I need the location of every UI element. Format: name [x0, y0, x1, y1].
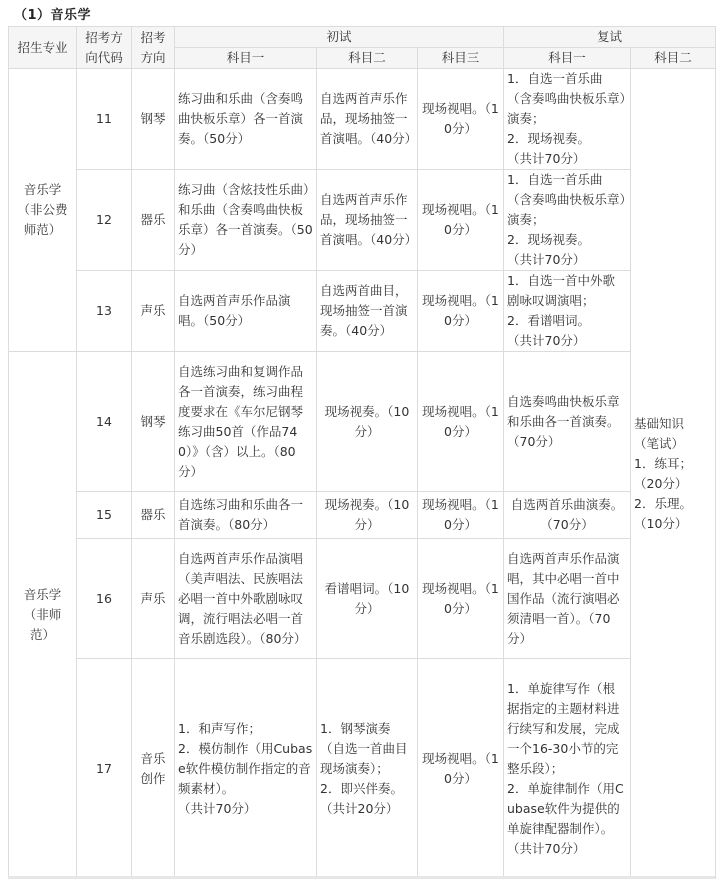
direction-code-cell: 11	[77, 69, 132, 170]
subject-2-cell: 自选两首声乐作品，现场抽签一首演唱。（40分）	[317, 170, 418, 271]
bottom-divider	[8, 876, 715, 879]
header-re-subject-1: 科目一	[504, 48, 631, 69]
subject-2-cell: 现场视奏。（10分）	[317, 492, 418, 539]
re-subject-1-cell: 1．自选一首乐曲（含奏鸣曲快板乐章）演奏； 2．现场视奏。 （共计70分）	[504, 170, 631, 271]
exam-subjects-table	[8, 26, 716, 879]
subject-3-cell: 现场视唱。（10分）	[418, 492, 504, 539]
table-row	[9, 69, 716, 170]
table-row	[9, 539, 716, 659]
table-row	[9, 271, 716, 352]
direction-cell: 器乐	[132, 170, 175, 271]
direction-code-cell: 13	[77, 271, 132, 352]
direction-cell: 钢琴	[132, 352, 175, 492]
header-re-subject-2: 科目二	[631, 48, 716, 69]
subject-2-cell: 看谱唱词。（10分）	[317, 539, 418, 659]
header-first-exam: 初试	[175, 27, 504, 48]
header-second-exam: 复试	[504, 27, 716, 48]
re-subject-2-cell: 基础知识 （笔试） 1．练耳； （20分） 2．乐理。 （10分）	[631, 69, 716, 879]
major-cell: 音乐学 （非师 范）	[9, 352, 77, 879]
table-row	[9, 659, 716, 879]
subject-2-cell: 1．钢琴演奏（自选一首曲目现场演奏）； 2．即兴伴奏。 （共计20分）	[317, 659, 418, 879]
subject-2-cell: 自选两首曲目，现场抽签一首演奏。（40分）	[317, 271, 418, 352]
subject-1-cell: 练习曲（含炫技性乐曲）和乐曲（含奏鸣曲快板乐章）各一首演奏。（50分）	[175, 170, 317, 271]
table-row	[9, 170, 716, 271]
re-subject-1-cell: 1．自选一首中外歌剧咏叹调演唱； 2．看谱唱词。 （共计70分）	[504, 271, 631, 352]
subject-1-cell: 自选两首声乐作品演唱（美声唱法、民族唱法必唱一首中外歌剧咏叹调，流行唱法必唱一首音乐剧选段）。（80分）	[175, 539, 317, 659]
header-major: 招生专业	[9, 27, 77, 69]
subject-1-cell: 1．和声写作； 2．模仿制作（用Cubase软件模仿制作指定的音频素材）。 （共计70分）	[175, 659, 317, 879]
table-row	[9, 352, 716, 492]
subject-3-cell: 现场视唱。（10分）	[418, 659, 504, 879]
re-subject-1-cell: 自选奏鸣曲快板乐章和乐曲各一首演奏。（70分）	[504, 352, 631, 492]
subject-1-cell: 自选两首声乐作品演唱。（50分）	[175, 271, 317, 352]
subject-1-cell: 自选练习曲和乐曲各一首演奏。（80分）	[175, 492, 317, 539]
direction-code-cell: 12	[77, 170, 132, 271]
direction-code-cell: 15	[77, 492, 132, 539]
subject-3-cell: 现场视唱。（10分）	[418, 539, 504, 659]
direction-cell: 器乐	[132, 492, 175, 539]
direction-cell: 声乐	[132, 539, 175, 659]
direction-code-cell: 16	[77, 539, 132, 659]
subject-3-cell: 现场视唱。（10分）	[418, 69, 504, 170]
direction-cell: 声乐	[132, 271, 175, 352]
header-subject-1: 科目一	[175, 48, 317, 69]
section-title: （1）音乐学	[14, 8, 92, 23]
header-direction-code: 招考方 向代码	[77, 27, 132, 69]
direction-cell: 钢琴	[132, 69, 175, 170]
subject-3-cell: 现场视唱。（10分）	[418, 352, 504, 492]
subject-1-cell: 练习曲和乐曲（含奏鸣曲快板乐章）各一首演奏。（50分）	[175, 69, 317, 170]
direction-code-cell: 17	[77, 659, 132, 879]
re-subject-1-cell: 自选两首声乐作品演唱，其中必唱一首中国作品（流行演唱必须清唱一首）。（70分）	[504, 539, 631, 659]
header-subject-2: 科目二	[317, 48, 418, 69]
re-subject-1-cell: 自选两首乐曲演奏。（70分）	[504, 492, 631, 539]
re-subject-1-cell: 1．自选一首乐曲（含奏鸣曲快板乐章）演奏； 2．现场视奏。 （共计70分）	[504, 69, 631, 170]
table-row	[9, 492, 716, 539]
header-subject-3: 科目三	[418, 48, 504, 69]
major-cell: 音乐学 （非公费 师范）	[9, 69, 77, 352]
header-direction: 招考 方向	[132, 27, 175, 69]
subject-3-cell: 现场视唱。（10分）	[418, 271, 504, 352]
subject-2-cell: 自选两首声乐作品，现场抽签一首演唱。（40分）	[317, 69, 418, 170]
subject-2-cell: 现场视奏。（10分）	[317, 352, 418, 492]
direction-cell: 音乐 创作	[132, 659, 175, 879]
subject-1-cell: 自选练习曲和复调作品各一首演奏，练习曲程度要求在《车尔尼钢琴练习曲50首（作品740）》（含）以上。（80分）	[175, 352, 317, 492]
re-subject-1-cell: 1．单旋律写作（根据指定的主题材料进行续写和发展，完成一个16-30小节的完整乐段）； 2．单旋律制作（用Cubase软件为提供的单旋律配器制作）。 （共计70分）	[504, 659, 631, 879]
direction-code-cell: 14	[77, 352, 132, 492]
subject-3-cell: 现场视唱。（10分）	[418, 170, 504, 271]
